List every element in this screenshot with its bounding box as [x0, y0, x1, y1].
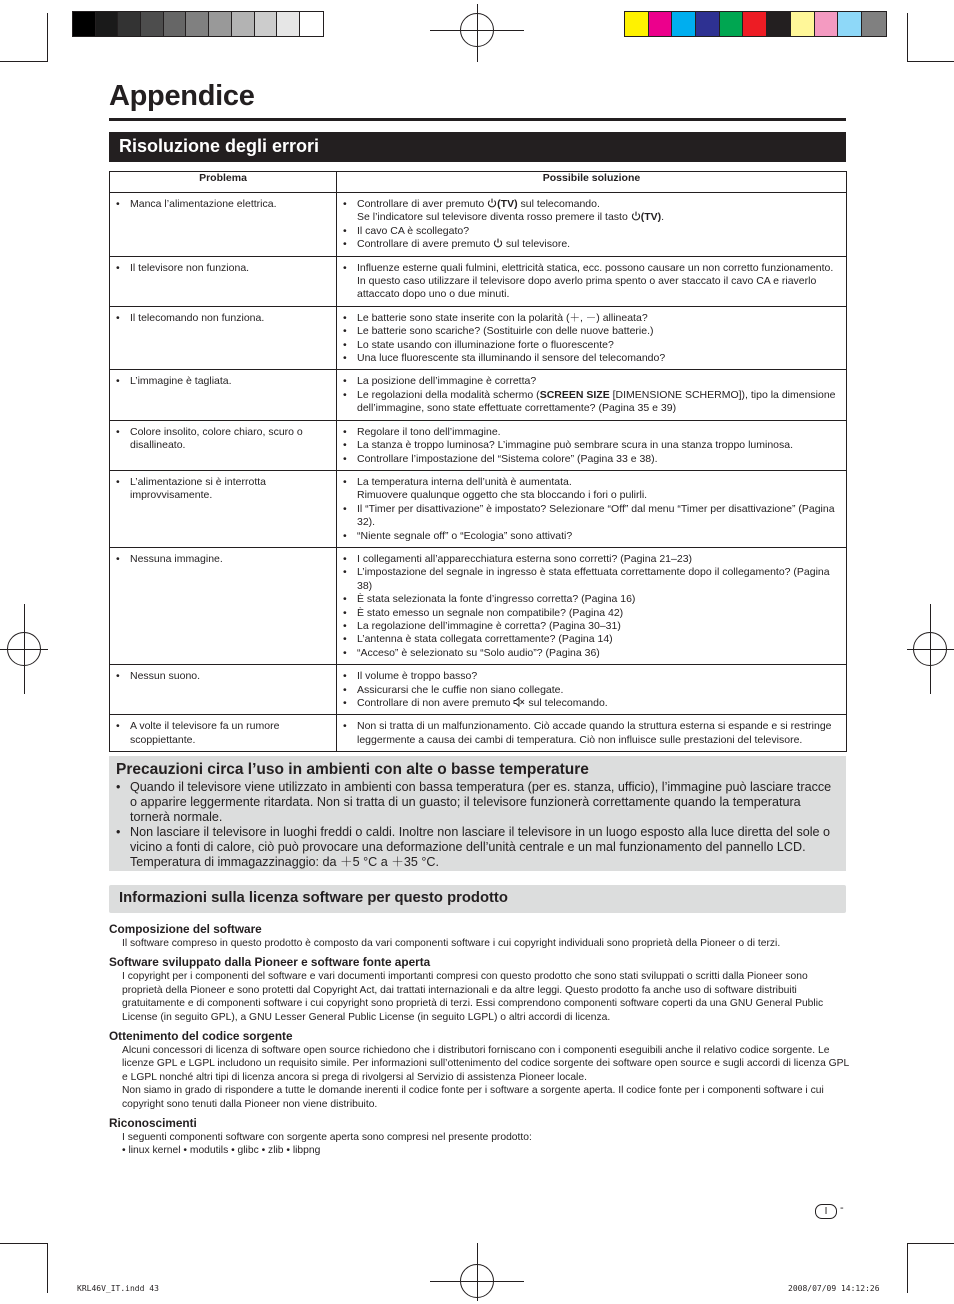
solution-text: La posizione dell’immagine è corretta? [357, 375, 537, 388]
solution-list [343, 198, 840, 252]
solution-text: Le batterie sono scariche? (Sostituirle con delle nuove batterie.) [357, 325, 654, 338]
license-paragraph: I seguenti componenti software con sorgente aperta sono compresi nel presente prodotto: [122, 1132, 532, 1144]
color-swatch [277, 12, 300, 36]
table-row [110, 370, 847, 420]
problem-cell [110, 256, 337, 306]
problem-list [116, 553, 330, 566]
license-subheading: Composizione del software [109, 922, 262, 936]
solution-text: È stato emesso un segnale non compatibile? (Pagina 42) [357, 606, 624, 619]
solution-item [343, 593, 840, 606]
title-rule [109, 118, 846, 121]
solution-list [343, 720, 840, 747]
solution-subline [357, 211, 840, 224]
color-swatch [838, 12, 862, 36]
table-row [110, 306, 847, 370]
solution-item [343, 325, 840, 338]
precautions-box [109, 756, 846, 871]
solution-text: Il volume è troppo basso? [357, 670, 478, 683]
license-subheading: Ottenimento del codice sorgente [109, 1029, 293, 1044]
color-swatch [118, 12, 141, 36]
table-row [110, 665, 847, 715]
footer-filename: KRL46V_IT.indd 43 [77, 1284, 159, 1293]
problem-text: • L’alimentazione si è interrotta improvvisamente. [116, 476, 330, 503]
solution-text: Influenze esterne quali fulmini, elettricità statica, ecc. possono causare un non corretto funzionamento. In questo caso utilizzare il televisore dopo averlo prima spento o aver staccato il cavo CA e riaverlo attaccato dopo uno o due minuti. [357, 261, 834, 301]
solution-text: Controllare di aver premuto [357, 198, 488, 210]
solution-text: Le batterie sono state inserite con la polarità (＋, －) allineata? [357, 311, 648, 324]
color-swatch [625, 12, 649, 36]
table-row [110, 420, 847, 470]
color-swatch [141, 12, 164, 36]
solution-item [343, 238, 840, 251]
license-subheading: Software sviluppato dalla Pioneer e software fonte aperta [109, 955, 431, 970]
solution-item [343, 607, 840, 620]
problem-list [116, 426, 330, 453]
color-swatch [164, 12, 187, 36]
solution-cell [337, 370, 847, 420]
color-swatch [672, 12, 696, 36]
solution-item [343, 225, 840, 238]
solution-item [343, 553, 840, 566]
problem-cell [110, 715, 337, 752]
solution-item [343, 697, 840, 710]
solution-text: Il cavo CA è scollegato? [357, 224, 470, 237]
solution-text: “Niente segnale off” o “Ecologia” sono attivati? [357, 529, 573, 542]
color-swatch [696, 12, 720, 36]
license-subheading: Riconoscimenti [109, 1116, 197, 1131]
solution-item [343, 566, 840, 593]
problem-text: • L’immagine è tagliata. [116, 375, 330, 388]
problem-text: • Colore insolito, colore chiaro, scuro o disallineato. [116, 426, 330, 453]
solution-list [343, 476, 840, 543]
solution-text: La regolazione dell’immagine è corretta? (Pagina 30–31) [357, 619, 621, 632]
solution-cell [337, 715, 847, 752]
table-row [110, 193, 847, 257]
table-body [110, 193, 847, 752]
solution-item [343, 720, 840, 747]
problem-text: • Il telecomando non funziona. [116, 312, 330, 325]
solution-text: [DIMENSIONE SCHERMO]), tipo la dimensione dell’immagine, sono state effettuate correttamente? (Pagina 35 e 39) [357, 388, 836, 415]
table-header-row [110, 172, 847, 193]
solution-text: Regolare il tono dell’immagine. [357, 425, 501, 438]
footer-timestamp: 2008/07/09 14:12:26 [788, 1284, 880, 1293]
license-paragraph: Alcuni concessori di licenza di software open source richiedono che i distributori forniscano con i componenti eseguibili anche il relativo codice sorgente. Le licenze GPL e LGPL includono un requisito simile. Per informazioni sull’ottenimento del codice sorgente dei software open source e sugli accordi di licenza GPL e LGPL nonché altri tipi di licenza ancora si prega di rivolgersi al Servizio di assistenza Pioneer locale. [122, 1045, 849, 1083]
problem-list [116, 720, 330, 747]
solution-text: Non si tratta di un malfunzionamento. Ciò accade quando la struttura esterna si espande e si restringe leggermente a causa dei cambi di temperatura. Ciò non influisce sulle prestazioni del televisore. [357, 720, 832, 746]
license-paragraph: I copyright per i componenti del software e vari documenti importanti compresi con questo prodotto che sono stati sviluppati o scritti dalla Pioneer sono proprietà della Pioneer e sono protetti dal Copyright Act, dai trattati internazionali e da altre leggi. Questo prodotto fa anche uso di software distribuiti gratuitamente e di componenti software i cui copyright sono proprietà di terzi. Essi comprendono componenti software coperti da una GNU General Public License (in seguito GPL), a GNU Lesser General Public License (in seguito LGPL) o altri accordi di licenza. [122, 971, 824, 1023]
page-title: Appendice [109, 80, 255, 112]
gray-calibration-bar [72, 11, 324, 37]
color-swatch [186, 12, 209, 36]
button-label: SCREEN SIZE [539, 388, 610, 401]
page-dash: - [840, 1202, 844, 1214]
license-body [109, 922, 849, 1163]
solution-item [343, 339, 840, 352]
precautions-title: Precauzioni circa l’uso in ambienti con alte o basse temperature [116, 761, 589, 778]
solution-item [343, 389, 840, 416]
solution-list [343, 426, 840, 466]
solution-item [343, 503, 840, 530]
solution-item [343, 633, 840, 646]
section-heading: Risoluzione degli errori [109, 132, 846, 162]
color-swatch [96, 12, 119, 36]
table-row [110, 470, 847, 547]
problem-cell [110, 370, 337, 420]
color-calibration-bar [624, 11, 887, 37]
solution-item [343, 670, 840, 683]
solution-cell [337, 420, 847, 470]
solution-text: Una luce fluorescente sta illuminando il sensore del telecomando? [357, 352, 666, 365]
solution-text: L’impostazione del segnale in ingresso è stata effettuata correttamente dopo il collegamento? (Pagina 38) [357, 566, 830, 592]
problem-cell [110, 547, 337, 664]
problem-cell [110, 420, 337, 470]
button-label: (TV) [640, 211, 662, 224]
solution-text: Se l’indicatore sul televisore diventa rosso premere il tasto [357, 211, 631, 224]
solution-text: La temperatura interna dell’unità è aumentata. [357, 475, 572, 488]
color-swatch [649, 12, 673, 36]
solution-item [343, 647, 840, 660]
power-icon [631, 211, 641, 223]
solution-item [343, 352, 840, 365]
solution-item [343, 439, 840, 452]
list-item: • Quando il televisore viene utilizzato in ambienti con bassa temperatura (per es. stanza, ufficio), l’immagine può lasciare tracce o apparire leggermente ritardata. Non si tratta di un guasto; il televisore funzionerà correttamente quando la temperatura tornerà normale. [116, 780, 836, 825]
license-paragraph: Il software compreso in questo prodotto è composto da vari componenti software i cui copyright individuali sono proprietà della Pioneer o di terzi. [122, 938, 781, 949]
problem-cell [110, 193, 337, 257]
color-swatch [767, 12, 791, 36]
color-swatch [255, 12, 278, 36]
problem-text: • Il televisore non funziona. [116, 262, 330, 275]
problem-list [116, 262, 330, 275]
solution-cell [337, 193, 847, 257]
solution-item [343, 312, 840, 325]
solution-item [343, 530, 840, 543]
power-icon [493, 238, 503, 250]
color-swatch [791, 12, 815, 36]
color-swatch [73, 12, 96, 36]
solution-text: Lo state usando con illuminazione forte o fluorescente? [357, 338, 614, 351]
solution-item [343, 620, 840, 633]
header-solution: Possibile soluzione [337, 172, 847, 193]
solution-item [343, 198, 840, 225]
table-row [110, 715, 847, 752]
color-swatch [862, 12, 886, 36]
color-swatch [815, 12, 839, 36]
problem-text: • Manca l’alimentazione elettrica. [116, 198, 330, 211]
problem-cell [110, 306, 337, 370]
problem-list [116, 476, 330, 503]
solution-item [343, 453, 840, 466]
solution-list [343, 262, 840, 302]
troubleshooting-table [109, 171, 847, 752]
problem-list [116, 375, 330, 388]
solution-text: sul telecomando. [517, 198, 600, 210]
solution-item [343, 426, 840, 439]
solution-list [343, 670, 840, 710]
solution-cell [337, 256, 847, 306]
solution-item [343, 262, 840, 302]
solution-list [343, 312, 840, 366]
problem-cell [110, 665, 337, 715]
color-swatch [720, 12, 744, 36]
solution-text: . [661, 211, 665, 224]
color-swatch [300, 12, 323, 36]
solution-subline [357, 489, 840, 502]
power-icon [487, 198, 497, 210]
color-swatch [209, 12, 232, 36]
license-paragraph: • linux kernel • modutils • glibc • zlib • libpng [122, 1145, 321, 1157]
solution-cell [337, 665, 847, 715]
solution-text: Le regolazioni della modalità schermo ( [357, 388, 540, 401]
solution-text: Assicurarsi che le cuffie non siano collegate. [357, 683, 564, 696]
solution-item [343, 476, 840, 503]
license-paragraph: Non siamo in grado di rispondere a tutte le domande inerenti il codice fonte per i software a sorgente aperta. Il codice fonte per i componenti software i cui copyright sono tenuti dalla Pioneer non viene distribuito. [122, 1085, 824, 1110]
solution-text: sul telecomando. [525, 697, 608, 709]
precautions-list [116, 780, 836, 870]
solution-cell [337, 470, 847, 547]
solution-text: Controllare di avere premuto [357, 238, 493, 251]
solution-text: È stata selezionata la fonte d’ingresso corretta? (Pagina 16) [357, 593, 636, 606]
problem-list [116, 198, 330, 211]
color-swatch [232, 12, 255, 36]
solution-item [343, 684, 840, 697]
license-heading: Informazioni sulla licenza software per questo prodotto [109, 885, 846, 913]
list-item: • Non lasciare il televisore in luoghi freddi o caldi. Inoltre non lasciare il televisore in un luogo esposto alla luce diretta del sole o vicino a fonti di calore, ciò può provocare una deformazione dell’unità centrale e un mal funzionamento del pannello LCD. Temperatura di immagazzinaggio: da ＋5 °C a ＋35 °C. [116, 825, 836, 870]
solution-text: sul televisore. [502, 238, 571, 251]
problem-text: • Nessuna immagine. [116, 553, 330, 566]
solution-text: Controllare di non avere premuto [357, 697, 514, 709]
table-row [110, 256, 847, 306]
solution-item [343, 375, 840, 388]
solution-text: Il “Timer per disattivazione” è impostato? Selezionare “Off” dal menu “Timer per disattivazione” (Pagina 32). [357, 502, 835, 529]
solution-text: La stanza è troppo luminosa? L’immagine può sembrare scura in una stanza troppo luminosa. [357, 439, 794, 452]
color-swatch [743, 12, 767, 36]
page-number: I [815, 1204, 837, 1219]
problem-text: • Nessun suono. [116, 670, 330, 683]
table-row [110, 547, 847, 664]
solution-text: Rimuovere qualunque oggetto che sta bloccando i fori o pulirli. [357, 489, 648, 502]
solution-text: “Acceso” è selezionato su “Solo audio”? (Pagina 36) [357, 646, 600, 659]
mute-icon [513, 697, 525, 709]
problem-list [116, 670, 330, 683]
solution-text: L’antenna è stata collegata correttamente? (Pagina 14) [357, 633, 613, 646]
solution-text: Controllare l’impostazione del “Sistema colore” (Pagina 33 e 38). [357, 452, 658, 465]
solution-list [343, 553, 840, 660]
button-label: (TV) [497, 198, 518, 210]
header-problem: Problema [110, 172, 337, 193]
problem-text: • A volte il televisore fa un rumore scoppiettante. [116, 720, 330, 747]
solution-cell [337, 547, 847, 664]
solution-text: I collegamenti all’apparecchiatura esterna sono corretti? (Pagina 21–23) [357, 552, 693, 565]
problem-list [116, 312, 330, 325]
solution-cell [337, 306, 847, 370]
solution-list [343, 375, 840, 415]
problem-cell [110, 470, 337, 547]
